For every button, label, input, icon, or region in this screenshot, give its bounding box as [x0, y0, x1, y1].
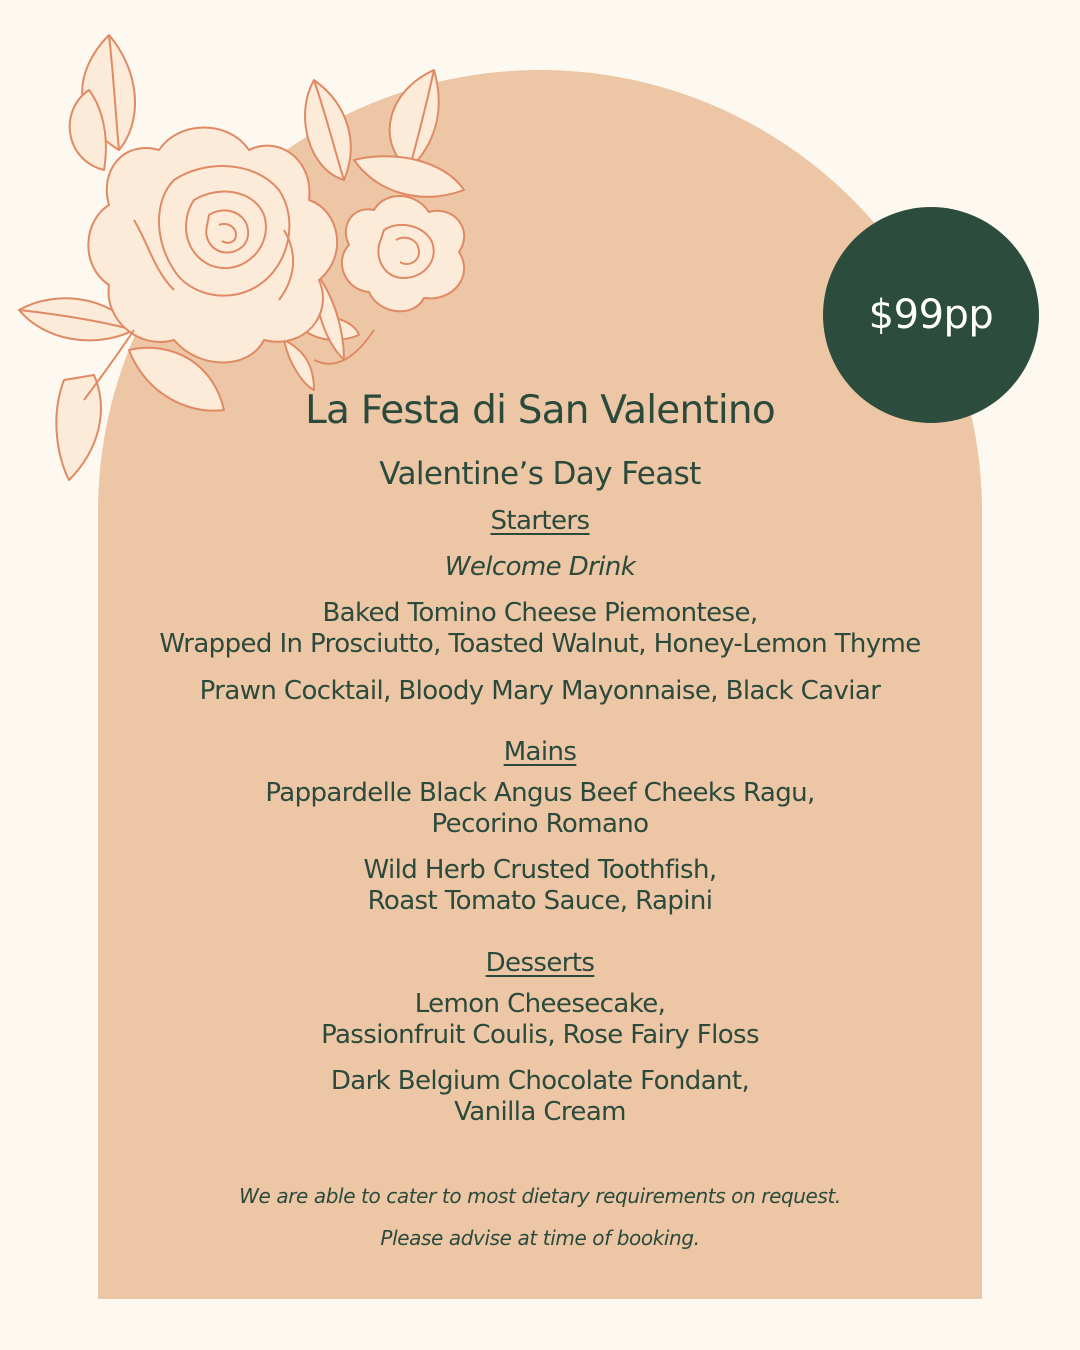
menu-item: Pappardelle Black Angus Beef Cheeks Ragu,: [265, 778, 815, 808]
dietary-note: We are able to cater to most dietary requirements on request.: [239, 1184, 841, 1208]
menu-item: Prawn Cocktail, Bloody Mary Mayonnaise, Black Caviar: [199, 676, 881, 706]
menu-item: Lemon Cheesecake,: [414, 989, 666, 1019]
menu-item: Welcome Drink: [444, 552, 636, 582]
booking-note: Please advise at time of booking.: [380, 1226, 700, 1250]
section-heading-starters: Starters: [490, 506, 590, 536]
menu-item: Pecorino Romano: [431, 809, 649, 839]
menu-item: Vanilla Cream: [454, 1097, 626, 1127]
menu-item: Wrapped In Prosciutto, Toasted Walnut, Honey-Lemon Thyme: [159, 629, 921, 659]
price-label: $99pp: [868, 292, 994, 338]
menu-item: Roast Tomato Sauce, Rapini: [367, 886, 713, 916]
menu-item: Baked Tomino Cheese Piemontese,: [322, 598, 758, 628]
menu-item: Wild Herb Crusted Toothfish,: [363, 855, 717, 885]
menu-item: Passionfruit Coulis, Rose Fairy Floss: [321, 1020, 759, 1050]
page-subtitle: Valentine’s Day Feast: [379, 456, 701, 492]
page-title: La Festa di San Valentino: [305, 388, 775, 433]
section-heading-desserts: Desserts: [485, 948, 595, 978]
section-heading-mains: Mains: [503, 737, 577, 767]
menu-item: Dark Belgium Chocolate Fondant,: [330, 1066, 750, 1096]
